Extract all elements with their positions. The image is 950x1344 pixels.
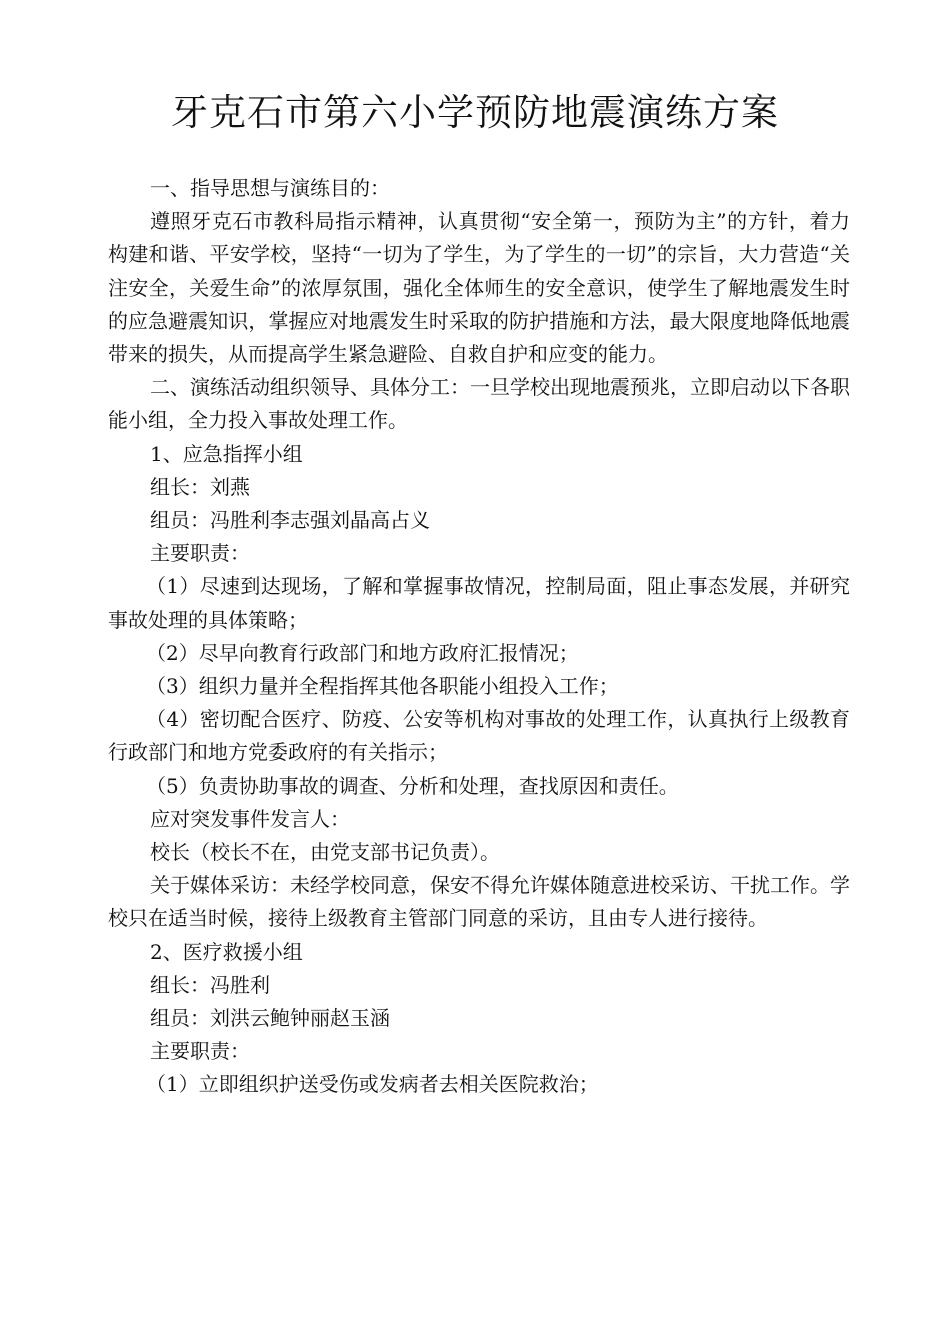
group-leader: 组长：刘燕	[150, 474, 250, 499]
section-heading-2: 二、演练活动组织领导、具体分工：一旦学校出现地震预兆，立即启动以下各职能小组，全力投入事故处理工作。	[108, 375, 850, 433]
duty-item: （4）密切配合医疗、防疫、公安等机构对事故的处理工作，认真执行上级教育行政部门和地方党委政府的有关指示；	[108, 707, 850, 765]
spokesperson-label: 应对突发事件发言人：	[150, 806, 350, 831]
group-members: 组员：刘洪云鲍钟丽赵玉涵	[150, 1006, 390, 1031]
duty-item: （5）负责协助事故的调查、分析和处理，查找原因和责任。	[146, 773, 679, 798]
duties-label: 主要职责：	[150, 541, 250, 566]
media-policy: 关于媒体采访：未经学校同意，保安不得允许媒体随意进校采访、干扰工作。学校只在适当时候，接待上级教育主管部门同意的采访，且由专人进行接待。	[108, 873, 850, 931]
duty-item: （3）组织力量并全程指挥其他各职能小组投入工作；	[146, 674, 619, 699]
group-heading-command: 1、应急指挥小组	[150, 441, 303, 466]
duties-label: 主要职责：	[150, 1039, 250, 1064]
document-body	[108, 172, 850, 1102]
document-title: 牙克石市第六小学预防地震演练方案	[171, 91, 779, 134]
paragraph-guiding-principle: 遵照牙克石市教科局指示精神，认真贯彻“安全第一，预防为主”的方针，着力构建和谐、平安学校，坚持“一切为了学生，为了学生的一切”的宗旨，大力营造“关注安全，关爱生命”的浓厚氛围，强化全体师生的安全意识，使学生了解地震发生时的应急避震知识，掌握应对地震发生时采取的防护措施和方法，最大限度地降低地震带来的损失，从而提高学生紧急避险、自救自护和应变的能力。	[108, 209, 850, 367]
group-leader: 组长：冯胜利	[150, 972, 270, 997]
duty-item: （1）尽速到达现场，了解和掌握事故情况，控制局面，阻止事态发展，并研究事故处理的具体策略；	[108, 574, 850, 632]
duty-item: （2）尽早向教育行政部门和地方政府汇报情况；	[146, 640, 579, 665]
group-heading-medical: 2、医疗救援小组	[150, 939, 303, 964]
section-heading-1: 一、指导思想与演练目的：	[150, 176, 390, 200]
duty-item: （1）立即组织护送受伤或发病者去相关医院救治；	[146, 1072, 599, 1097]
spokesperson-value: 校长（校长不在，由党支部书记负责）。	[150, 840, 500, 865]
group-members: 组员：冯胜利李志强刘晶高占义	[150, 508, 430, 533]
